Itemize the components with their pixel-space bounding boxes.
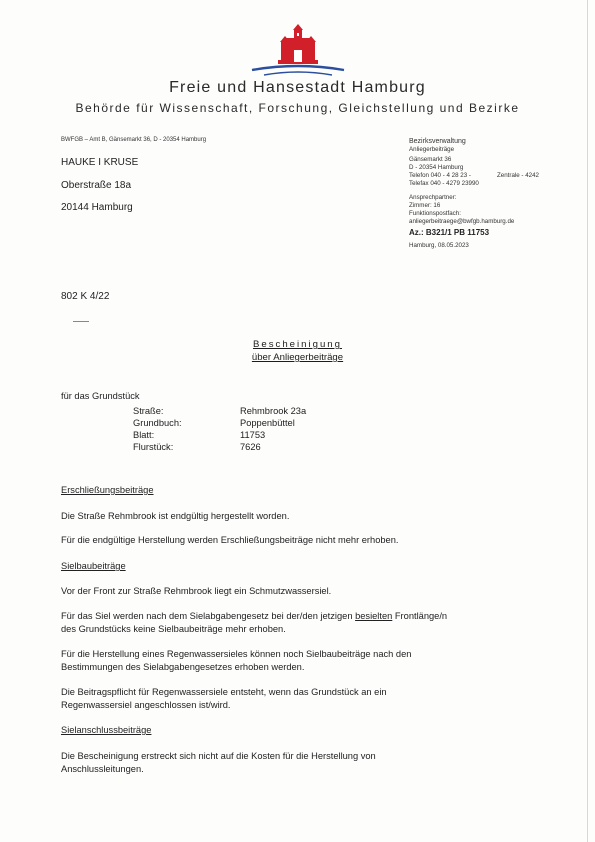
section-heading-sielbau: Sielbaubeiträge [61, 561, 126, 571]
office-mailbox-label: Funktionspostfach: [409, 210, 461, 217]
section-heading-sielanschluss: Sielanschlussbeiträge [61, 725, 152, 735]
divider [73, 321, 89, 322]
underlined-word: besielten [355, 611, 393, 621]
office-contact-label: Ansprechpartner: [409, 194, 457, 201]
recipient-name: HAUKE I KRUSE [61, 157, 139, 168]
certificate-title: Bescheinigung [253, 339, 342, 350]
office-phone: Telefon 040 - 4 28 23 - [409, 172, 471, 179]
office-fax: Telefax 040 - 4279 23990 [409, 180, 479, 187]
office-street: Gänsemarkt 36 [409, 156, 452, 163]
recipient-city: 20144 Hamburg [61, 202, 133, 213]
office-az: Az.: B321/1 PB 11753 [409, 228, 490, 237]
sielanschluss-paragraph-line-2: Anschlussleitungen. [61, 764, 144, 774]
erschliessung-paragraph-2: Für die endgültige Herstellung werden Erschließungsbeiträge nicht mehr erhoben. [61, 535, 399, 545]
property-intro: für das Grundstück [61, 391, 140, 401]
office-email: anliegerbeitraege@bwfgb.hamburg.de [409, 218, 515, 225]
erschliessung-paragraph-1: Die Straße Rehmbrook ist endgültig hergestellt worden. [61, 511, 290, 521]
sielbau-paragraph-3-line-2: Bestimmungen des Sielabgabengesetzes erhoben werden. [61, 662, 305, 672]
scan-edge [587, 0, 588, 842]
sielbau-paragraph-4-line-1: Die Beitragspflicht für Regenwassersiele entsteht, wenn das Grundstück an ein [61, 687, 387, 697]
section-heading-erschliessung: Erschließungsbeiträge [61, 485, 154, 495]
office-city: D - 20354 Hamburg [409, 164, 464, 171]
property-label-street: Straße: [133, 406, 164, 416]
office-zentrale: Zentrale - 4242 [497, 172, 539, 179]
certificate-subtitle: über Anliegerbeiträge [251, 352, 344, 363]
sender-line: BWFGB – Amt B, Gänsemarkt 36, D - 20354 Hamburg [61, 137, 207, 143]
property-value-street: Rehmbrook 23a [240, 406, 307, 416]
reference-number: 802 K 4/22 [61, 291, 110, 302]
property-value-blatt: 11753 [240, 430, 266, 440]
sielanschluss-paragraph-line-1: Die Bescheinigung erstreckt sich nicht auf die Kosten für die Herstellung von [61, 751, 376, 761]
page-title: Freie und Hansestadt Hamburg [169, 79, 426, 96]
sielbau-paragraph-1: Vor der Front zur Straße Rehmbrook liegt ein Schmutzwassersiel. [61, 586, 332, 596]
page-subtitle: Behörde für Wissenschaft, Forschung, Gleichstellung und Bezirke [75, 101, 520, 115]
office-room: Zimmer: 16 [409, 202, 441, 209]
sielbau-paragraph-2-line-1: Für das Siel werden nach dem Sielabgabengesetz bei der/den jetzigen besielten Frontlänge/n [61, 611, 448, 621]
sielbau-paragraph-2-line-2: des Grundstücks keine Sielbaubeiträge mehr erhoben. [61, 624, 286, 634]
sielbau-paragraph-4-line-2: Regenwassersiel angeschlossen ist/wird. [61, 700, 231, 710]
property-value-grundbuch: Poppenbüttel [240, 418, 295, 428]
property-value-flurstueck: 7626 [240, 442, 261, 452]
property-label-grundbuch: Grundbuch: [133, 418, 182, 428]
office-name: Bezirksverwaltung [409, 138, 466, 145]
property-label-blatt: Blatt: [133, 430, 155, 440]
sielbau-paragraph-3-line-1: Für die Herstellung eines Regenwassersieles können noch Sielbaubeiträge nach den [61, 649, 412, 659]
property-label-flurstueck: Flurstück: [133, 442, 174, 452]
hamburg-castle-icon [248, 22, 348, 80]
recipient-street: Oberstraße 18a [61, 180, 132, 191]
office-date: Hamburg, 08.05.2023 [409, 242, 469, 249]
office-dept: Anliegerbeiträge [409, 146, 455, 153]
